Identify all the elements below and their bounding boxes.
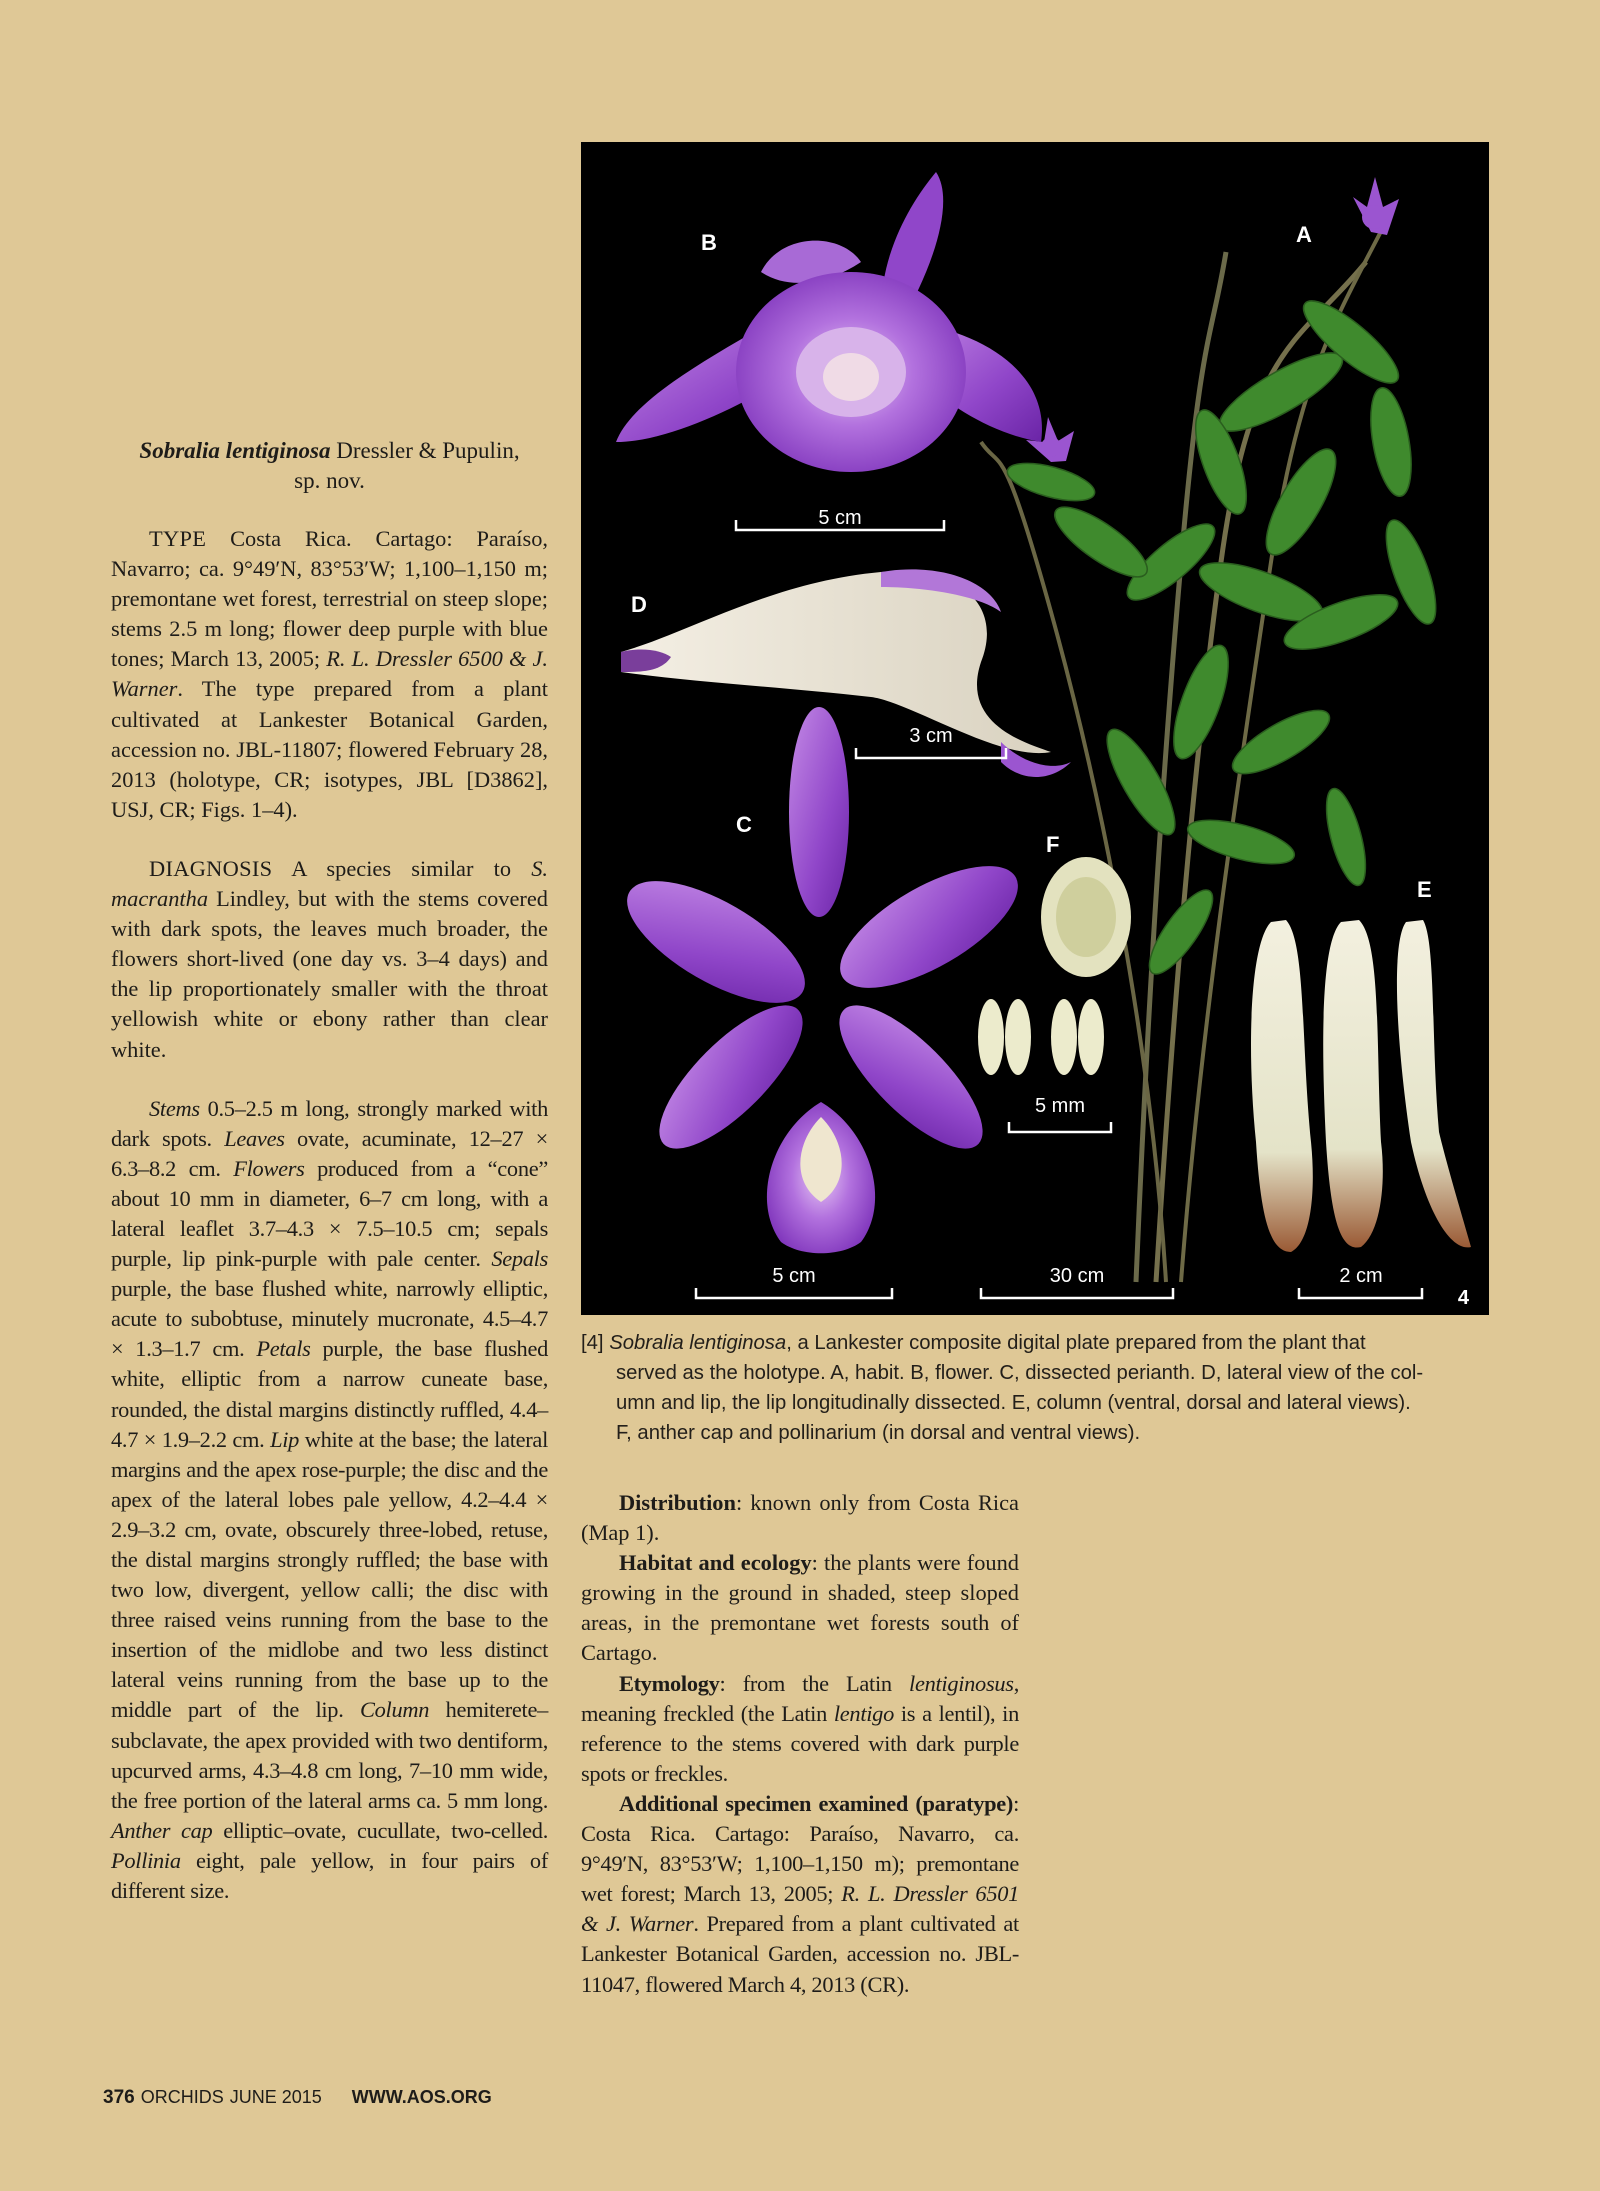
diagnosis-text: A species similar to bbox=[272, 855, 532, 881]
plate-artwork bbox=[581, 142, 1489, 1315]
desc-sepals: purple, the base flushed white, narrowly elliptic, acute to subobtuse, minutely mucronate, 4.5–4.7 × 1.3–1.7 cm. bbox=[111, 1276, 548, 1362]
term-anther-cap: Anther cap bbox=[111, 1817, 213, 1843]
panel-label-e: E bbox=[1417, 877, 1432, 902]
issue-date: JUNE 2015 bbox=[229, 2087, 322, 2107]
panel-label-f: F bbox=[1046, 832, 1060, 857]
scale-label-c: 5 cm bbox=[772, 1265, 816, 1287]
scale-label-e: 2 cm bbox=[1339, 1265, 1383, 1287]
page-number: 376 bbox=[103, 2087, 135, 2108]
caption-line-2: served as the holotype. A, habit. B, flower. C, dissected perianth. D, lateral view of the col- bbox=[616, 1362, 1424, 1384]
perianth-c bbox=[609, 707, 1035, 1253]
term-petals: Petals bbox=[256, 1336, 311, 1362]
desc-stems: 0.5–2.5 m long, strongly marked with dark spots. bbox=[111, 1095, 548, 1151]
desc-lip: white at the base; the lateral margins and the apex rose-purple; the disc and the apex of the lateral lobes pale yellow, 4.2–4.4 × 2.9–3.2 cm, ovate, obscurely three-lobed, retuse, the distal margins strongly ruffled; the base with two low, divergent, yellow calli; the disc with three raised veins running from the base to the insertion of the midlobe and two less distinct lateral veins running from the base up to the middle part of the lip. bbox=[111, 1426, 548, 1723]
type-paragraph bbox=[111, 524, 548, 825]
species-authors: Dressler & Pupulin, bbox=[330, 438, 520, 463]
columns-e bbox=[1251, 920, 1471, 1252]
species-name: Sobralia lentiginosa bbox=[139, 438, 331, 463]
etymology-text-2: , meaning freckled (the Latin bbox=[581, 1670, 1019, 1726]
habitat-paragraph bbox=[581, 1548, 1019, 1668]
distribution-text: : known only from Costa Rica (Map 1). bbox=[581, 1490, 1019, 1546]
etymology-word-1: lentiginosus bbox=[909, 1670, 1014, 1696]
caption-line-1 bbox=[581, 1328, 1491, 1358]
magazine-name: ORCHIDS bbox=[140, 2087, 224, 2107]
additional-specimen-text-2: . Prepared from a plant cultivated at Lankester Botanical Garden, accession no. JBL-11047, flowered March 4, 2013 (CR). bbox=[581, 1911, 1019, 1997]
term-pollinia: Pollinia bbox=[111, 1847, 181, 1873]
type-text: Costa Rica. Cartago: Paraíso, Navarro; ca. 9°49′N, 83°53′W; 1,100–1,150 m; premontane wet forest, terrestrial on steep slope; stems 2.5 m long; flower deep purple with blue tones; March 13, 2005; bbox=[111, 526, 548, 672]
type-collector: R. L. Dressler 6500 & J. Warner bbox=[111, 646, 548, 702]
additional-specimen-paragraph bbox=[581, 1789, 1019, 2000]
figure-plate bbox=[581, 142, 1489, 1315]
desc-leaves: ovate, acuminate, 12–27 × 6.3–8.2 cm. bbox=[111, 1125, 548, 1181]
etymology-text: : from the Latin bbox=[719, 1670, 910, 1696]
diagnosis-text-continued: Lindley, but with the stems covered with dark spots, the leaves much broader, the flowers short-lived (one day vs. 3–4 days) and the lip proportionately smaller with the throat yellowish white or ebony rather than clear white. bbox=[111, 886, 548, 1062]
left-column bbox=[111, 436, 548, 1906]
panel-label-d: D bbox=[631, 592, 647, 617]
caption-line-1-text: , a Lankester composite digital plate prepared from the plant that bbox=[786, 1332, 1366, 1354]
species-title bbox=[111, 436, 548, 496]
etymology-paragraph bbox=[581, 1669, 1019, 1789]
desc-petals: purple, the base flushed white, elliptic from a narrow cuneate base, rounded, the distal margins distinctly ruffled, 4.4–4.7 × 1.9–2.2 cm. bbox=[111, 1336, 548, 1452]
additional-specimen-label: Additional specimen examined (paratype) bbox=[619, 1790, 1014, 1816]
flower-b bbox=[616, 172, 1042, 472]
distribution-paragraph bbox=[581, 1488, 1019, 1548]
page-footer bbox=[103, 2087, 498, 2109]
diagnosis-paragraph bbox=[111, 854, 548, 1065]
desc-column: hemiterete–subclavate, the apex provided with two dentiform, upcurved arms, 4.3–4.8 cm long, 7–10 mm wide, the free portion of the lateral arms ca. 5 mm long. bbox=[111, 1697, 548, 1813]
diagnosis-species: S. macrantha bbox=[111, 855, 548, 912]
website-url: WWW.AOS.ORG bbox=[351, 2087, 492, 2107]
term-leaves: Leaves bbox=[224, 1125, 285, 1151]
scale-label-f: 5 mm bbox=[1035, 1095, 1085, 1117]
term-sepals: Sepals bbox=[491, 1246, 548, 1272]
panel-label-a: A bbox=[1296, 222, 1312, 247]
etymology-text-3: is a lentil), in reference to the stems covered with dark purple spots or freckles. bbox=[581, 1700, 1019, 1786]
term-flowers: Flowers bbox=[233, 1155, 305, 1181]
desc-pollinia: eight, pale yellow, in four pairs of different size. bbox=[111, 1847, 548, 1904]
panel-label-b: B bbox=[701, 230, 717, 255]
habitat-text: : the plants were found growing in the ground in shaded, steep sloped areas, in the premontane wet forests south of Cartago. bbox=[581, 1550, 1019, 1666]
habitat-label: Habitat and ecology bbox=[619, 1550, 812, 1576]
term-column: Column bbox=[360, 1697, 430, 1723]
additional-specimen-text: : Costa Rica. Cartago: Paraíso, Navarro, ca. 9°49′N, 83°53′W; 1,100–1,150 m); premontane wet forest; March 13, 2005; bbox=[581, 1790, 1019, 1907]
figure-caption bbox=[581, 1328, 1491, 1448]
scale-label-a: 30 cm bbox=[1049, 1265, 1105, 1287]
desc-anther-cap: elliptic–ovate, cucullate, two-celled. bbox=[212, 1817, 548, 1843]
term-lip: Lip bbox=[270, 1426, 300, 1452]
figure-number: 4 bbox=[1457, 1287, 1469, 1309]
panel-label-c: C bbox=[736, 812, 752, 837]
etymology-word-2: lentigo bbox=[833, 1700, 894, 1726]
caption-species: Sobralia lentiginosa bbox=[609, 1332, 787, 1354]
type-label: TYPE bbox=[149, 526, 207, 551]
caption-line-3: umn and lip, the lip longitudinally dissected. E, column (ventral, dorsal and lateral views). bbox=[616, 1392, 1411, 1414]
additional-specimen-collector: R. L. Dressler 6501 & J. Warner bbox=[581, 1881, 1020, 1937]
distribution-label: Distribution bbox=[619, 1490, 736, 1515]
type-text-continued: . The type prepared from a plant cultivated at Lankester Botanical Garden, accession no. JBL-11807; flowered February 28, 2013 (holotype, CR; isotypes, JBL [D3862], USJ, CR; Figs. 1–4). bbox=[111, 676, 548, 822]
caption-line-4: F, anther cap and pollinarium (in dorsal and ventral views). bbox=[616, 1422, 1141, 1444]
species-status: sp. nov. bbox=[294, 468, 365, 493]
etymology-label: Etymology bbox=[619, 1670, 720, 1696]
column-lip-d bbox=[621, 569, 1071, 777]
scale-label-d: 3 cm bbox=[909, 725, 953, 747]
right-column bbox=[581, 1488, 1019, 2000]
caption-number: [4] bbox=[581, 1332, 610, 1354]
term-stems: Stems bbox=[149, 1095, 200, 1121]
scale-label-b: 5 cm bbox=[818, 507, 862, 529]
description-paragraph bbox=[111, 1094, 548, 1907]
desc-flowers: produced from a “cone” about 10 mm in diameter, 6–7 cm long, with a lateral leaflet 3.7–4.3 × 7.5–10.5 cm; sepals purple, lip pink-purple with pale center. bbox=[111, 1155, 548, 1272]
diagnosis-label: DIAGNOSIS bbox=[149, 855, 273, 881]
